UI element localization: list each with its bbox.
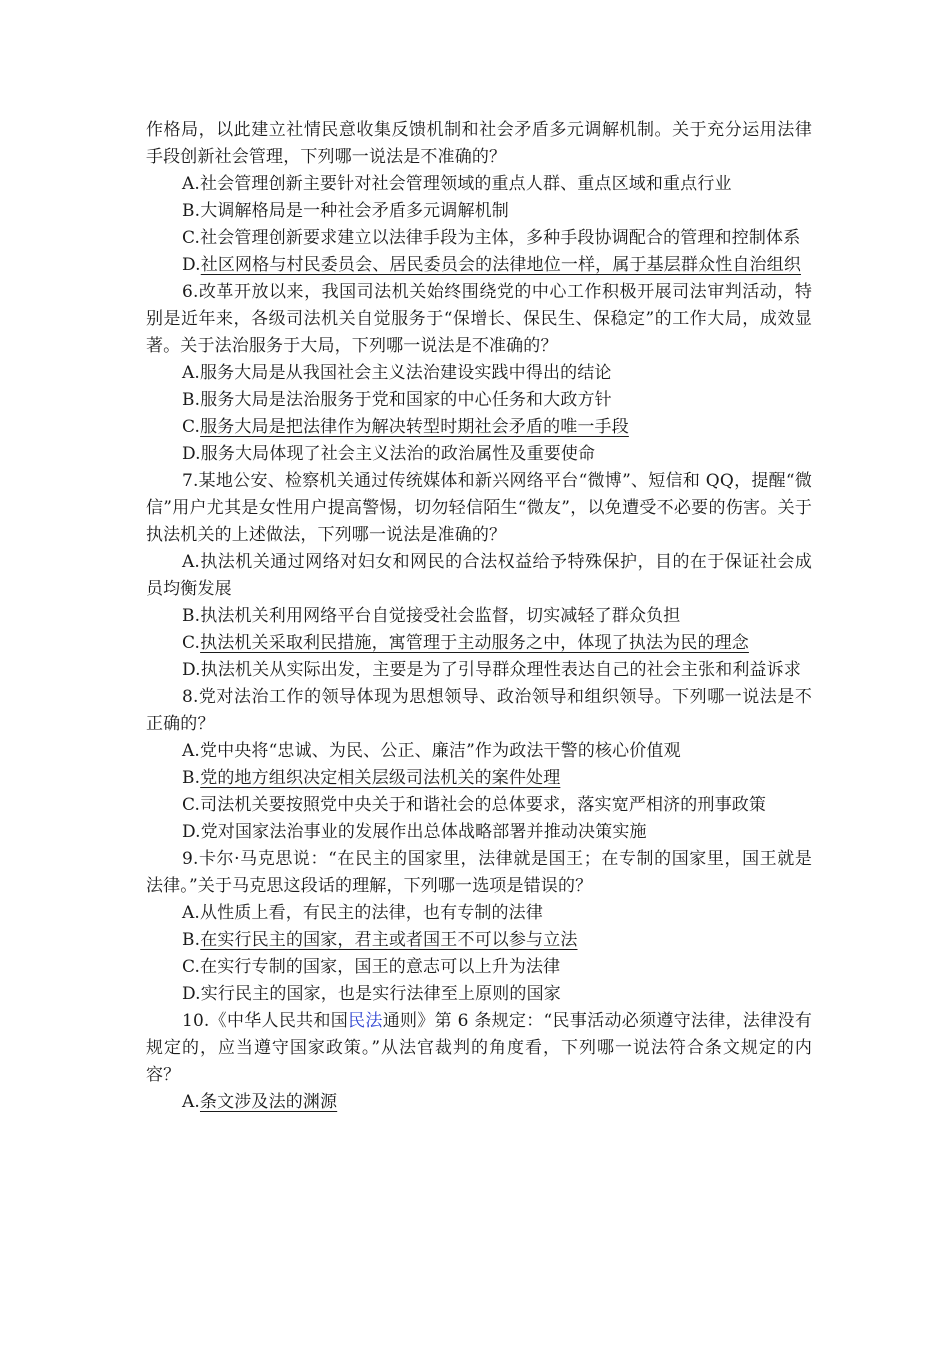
q7-option-c: C.执法机关采取利民措施，寓管理于主动服务之中，体现了执法为民的理念 <box>182 633 749 653</box>
question-6-stem: 6.改革开放以来，我国司法机关始终围绕党的中心工作积极开展司法审判活动，特别是近年来，各级司法机关自觉服务于“保增长、保民生、保稳定”的工作大局，成效显著。关于法治服务于大局，下列哪一说法是不准确的？ <box>146 282 812 356</box>
q7-option-a: A.执法机关通过网络对妇女和网民的合法权益给予特殊保护，目的在于保证社会成员均衡发展 <box>146 552 812 599</box>
question-9-stem: 9.卡尔·马克思说：“在民主的国家里，法律就是国王；在专制的国家里，国王就是法律。”关于马克思这段话的理解，下列哪一选项是错误的？ <box>146 849 812 896</box>
q6-option-a: A.服务大局是从我国社会主义法治建设实践中得出的结论 <box>182 363 612 383</box>
question-10-stem: 10.《中华人民共和国民法通则》第 6 条规定：“民事活动必须遵守法律，法律没有规定的，应当遵守国家政策。”从法官裁判的角度看，下列哪一说法符合条文规定的内容？ <box>146 1011 812 1085</box>
q6-answer-underline: 服务大局是把法律作为解决转型时期社会矛盾的唯一手段 <box>200 417 629 437</box>
question-7-stem: 7.某地公安、检察机关通过传统媒体和新兴网络平台“微博”、短信和 QQ，提醒“微信”用户尤其是女性用户提高警惕，切勿轻信陌生“微友”，以免遭受不必要的伤害。关于执法机关的上述做法，下列哪一说法是准确的？ <box>146 471 812 545</box>
q9-answer-underline: 在实行民主的国家，君主或者国王不可以参与立法 <box>200 930 578 950</box>
q9-option-b: B.在实行民主的国家，君主或者国王不可以参与立法 <box>182 930 578 950</box>
q7-option-b: B.执法机关利用网络平台自觉接受社会监督，切实减轻了群众负担 <box>182 606 681 626</box>
document-body <box>146 117 812 1116</box>
q8-option-a: A.党中央将“忠诚、为民、公正、廉洁”作为政法干警的核心价值观 <box>182 741 681 761</box>
q10-answer-underline: 条文涉及法的渊源 <box>199 1092 338 1112</box>
q8-option-d: D.党对国家法治事业的发展作出总体战略部署并推动决策实施 <box>182 822 647 842</box>
question-5-stem-continuation: 作格局，以此建立社情民意收集反馈机制和社会矛盾多元调解机制。关于充分运用法律手段创新社会管理，下列哪一说法是不准确的？ <box>146 120 812 167</box>
q5-option-c: C.社会管理创新要求建立以法律手段为主体，多种手段协调配合的管理和控制体系 <box>182 228 801 248</box>
q5-option-b: B.大调解格局是一种社会矛盾多元调解机制 <box>182 201 509 221</box>
civil-law-link[interactable]: 民法 <box>348 1011 383 1031</box>
q5-answer-underline: 社区网格与村民委员会、居民委员会的法律地位一样，属于基层群众性自治组织 <box>200 255 801 275</box>
q7-option-d: D.执法机关从实际出发，主要是为了引导群众理性表达自己的社会主张和利益诉求 <box>182 660 801 680</box>
q9-option-c: C.在实行专制的国家，国王的意志可以上升为法律 <box>182 957 561 977</box>
q5-option-d: D.社区网格与村民委员会、居民委员会的法律地位一样，属于基层群众性自治组织 <box>182 255 801 275</box>
q9-option-a: A.从性质上看，有民主的法律，也有专制的法律 <box>182 903 543 923</box>
q6-option-d: D.服务大局体现了社会主义法治的政治属性及重要使命 <box>182 444 596 464</box>
q7-answer-underline: 执法机关采取利民措施，寓管理于主动服务之中，体现了执法为民的理念 <box>200 633 749 653</box>
q8-option-b: B.党的地方组织决定相关层级司法机关的案件处理 <box>182 768 561 788</box>
q8-option-c: C.司法机关要按照党中央关于和谐社会的总体要求，落实宽严相济的刑事政策 <box>182 795 767 815</box>
q8-answer-underline: 党的地方组织决定相关层级司法机关的案件处理 <box>200 768 561 788</box>
q9-option-d: D.实行民主的国家，也是实行法律至上原则的国家 <box>182 984 561 1004</box>
q6-option-c: C.服务大局是把法律作为解决转型时期社会矛盾的唯一手段 <box>182 417 629 437</box>
q6-option-b: B.服务大局是法治服务于党和国家的中心任务和大政方针 <box>182 390 612 410</box>
question-8-stem: 8.党对法治工作的领导体现为思想领导、政治领导和组织领导。下列哪一说法是不正确的？ <box>146 687 812 734</box>
q5-option-a: A.社会管理创新主要针对社会管理领域的重点人群、重点区域和重点行业 <box>182 174 732 194</box>
q10-option-a: A.条文涉及法的渊源 <box>182 1092 338 1112</box>
